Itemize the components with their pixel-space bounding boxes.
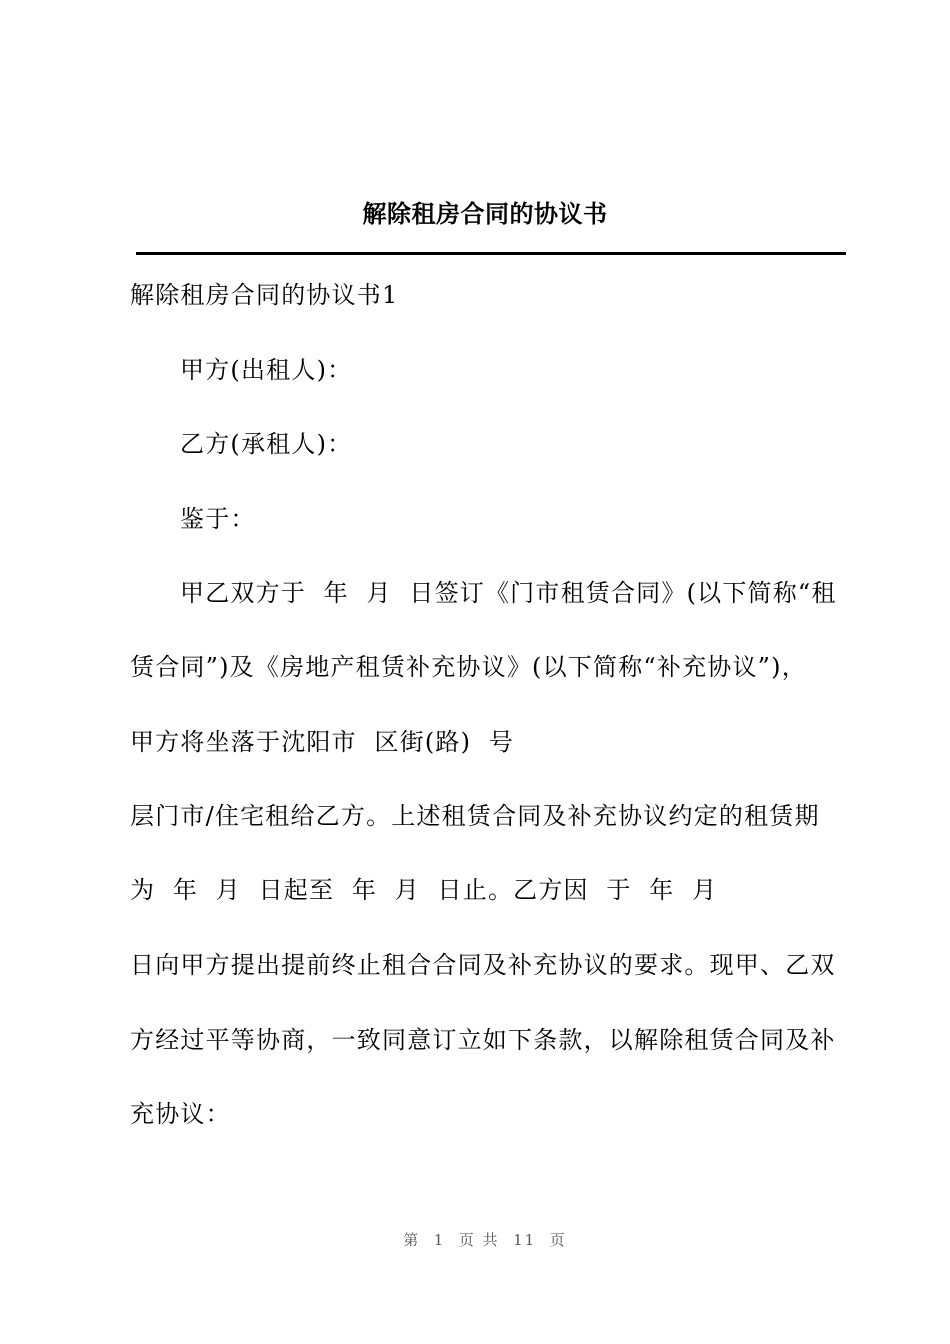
title-underline xyxy=(136,252,846,255)
whereas-line: 鉴于： xyxy=(180,505,256,533)
body-text-line: 日向甲方提出提前终止租合合同及补充协议的要求。现甲、乙双 xyxy=(130,951,836,979)
party-b-line: 乙方(承租人)： xyxy=(180,430,353,458)
party-a-line: 甲方(出租人)： xyxy=(180,356,353,384)
body-text-line: 为 年 月 日起至 年 月 日止。乙方因 于 年 月 xyxy=(130,876,718,904)
section-heading: 解除租房合同的协议书1 xyxy=(130,281,399,309)
body-text-line: 赁合同”)及《房地产租赁补充协议》(以下简称“补充协议”)， xyxy=(130,653,807,681)
page-number-footer: 第 1 页 共 11 页 xyxy=(403,1231,567,1249)
body-text-line: 充协议： xyxy=(130,1100,231,1128)
body-text-line: 甲方将坐落于沈阳市 区街(路) 号 xyxy=(130,728,515,756)
body-text-line: 层门市/住宅租给乙方。上述租赁合同及补充协议约定的租赁期 xyxy=(130,802,820,830)
body-text-line: 甲乙双方于 年 月 日签订《门市租赁合同》(以下简称“租 xyxy=(180,579,837,607)
document-title: 解除租房合同的协议书 xyxy=(362,199,608,228)
body-text-line: 方经过平等协商，一致同意订立如下条款，以解除租赁合同及补 xyxy=(130,1026,836,1054)
